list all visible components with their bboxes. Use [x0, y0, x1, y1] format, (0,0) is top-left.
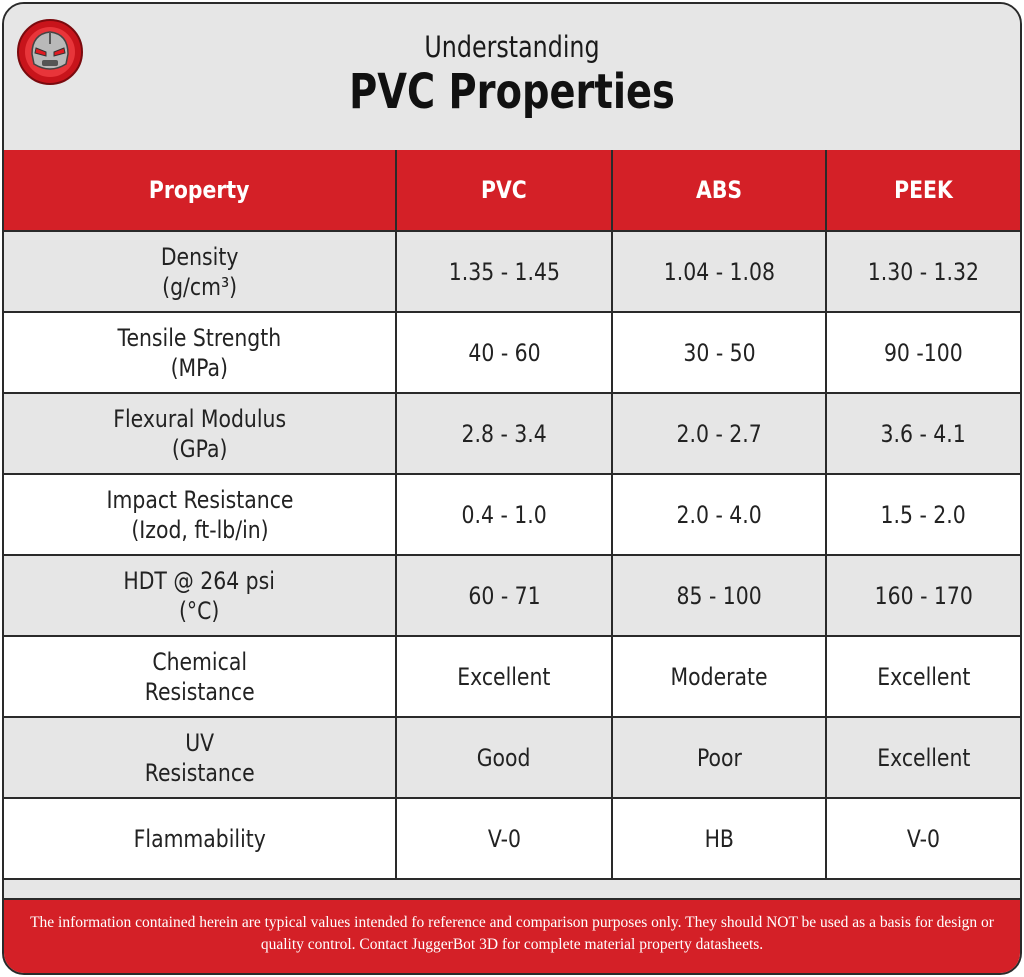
table-row — [4, 474, 1020, 555]
table-row — [4, 393, 1020, 474]
value-cell: 2.0 - 4.0 — [612, 474, 826, 555]
property-cell: HDT @ 264 psi (°C) — [4, 555, 396, 636]
table-row — [4, 798, 1020, 879]
header — [4, 4, 1020, 150]
value-cell: Excellent — [826, 636, 1020, 717]
value-cell: 1.35 - 1.45 — [396, 231, 612, 312]
value-cell: V-0 — [826, 798, 1020, 879]
property-cell: Chemical Resistance — [4, 636, 396, 717]
value-cell: 0.4 - 1.0 — [396, 474, 612, 555]
value-cell: 85 - 100 — [612, 555, 826, 636]
table-row — [4, 231, 1020, 312]
value-cell: Good — [396, 717, 612, 798]
page-title: PVC Properties — [349, 64, 675, 120]
properties-table — [4, 150, 1020, 880]
value-cell: Poor — [612, 717, 826, 798]
value-cell: Excellent — [826, 717, 1020, 798]
property-cell: Flexural Modulus (GPa) — [4, 393, 396, 474]
column-header-property: Property — [4, 150, 396, 231]
property-cell: Flammability — [4, 798, 396, 879]
value-cell: 1.30 - 1.32 — [826, 231, 1020, 312]
value-cell: 3.6 - 4.1 — [826, 393, 1020, 474]
value-cell: 40 - 60 — [396, 312, 612, 393]
column-header-abs: ABS — [612, 150, 826, 231]
value-cell: 1.5 - 2.0 — [826, 474, 1020, 555]
value-cell: 30 - 50 — [612, 312, 826, 393]
value-cell: HB — [612, 798, 826, 879]
property-cell: Impact Resistance (Izod, ft-lb/in) — [4, 474, 396, 555]
properties-card — [2, 2, 1022, 975]
property-cell: Density (g/cm³) — [4, 231, 396, 312]
column-header-peek: PEEK — [826, 150, 1020, 231]
table-row — [4, 312, 1020, 393]
value-cell: 2.8 - 3.4 — [396, 393, 612, 474]
table-header-row — [4, 150, 1020, 231]
value-cell: V-0 — [396, 798, 612, 879]
column-header-pvc: PVC — [396, 150, 612, 231]
table-row — [4, 555, 1020, 636]
disclaimer-footer: The information contained herein are typical values intended fo reference and comparison purposes only. They should NOT be used as a basis for design or quality control. Contact JuggerBot 3D for complete material property datasheets. — [4, 898, 1020, 973]
value-cell: Excellent — [396, 636, 612, 717]
robot-head-logo-icon — [16, 18, 84, 86]
value-cell: 160 - 170 — [826, 555, 1020, 636]
value-cell: 2.0 - 2.7 — [612, 393, 826, 474]
value-cell: 1.04 - 1.08 — [612, 231, 826, 312]
property-cell: UV Resistance — [4, 717, 396, 798]
subtitle: Understanding — [424, 30, 600, 64]
table-row — [4, 636, 1020, 717]
value-cell: 60 - 71 — [396, 555, 612, 636]
property-cell: Tensile Strength (MPa) — [4, 312, 396, 393]
value-cell: Moderate — [612, 636, 826, 717]
table-row — [4, 717, 1020, 798]
value-cell: 90 -100 — [826, 312, 1020, 393]
